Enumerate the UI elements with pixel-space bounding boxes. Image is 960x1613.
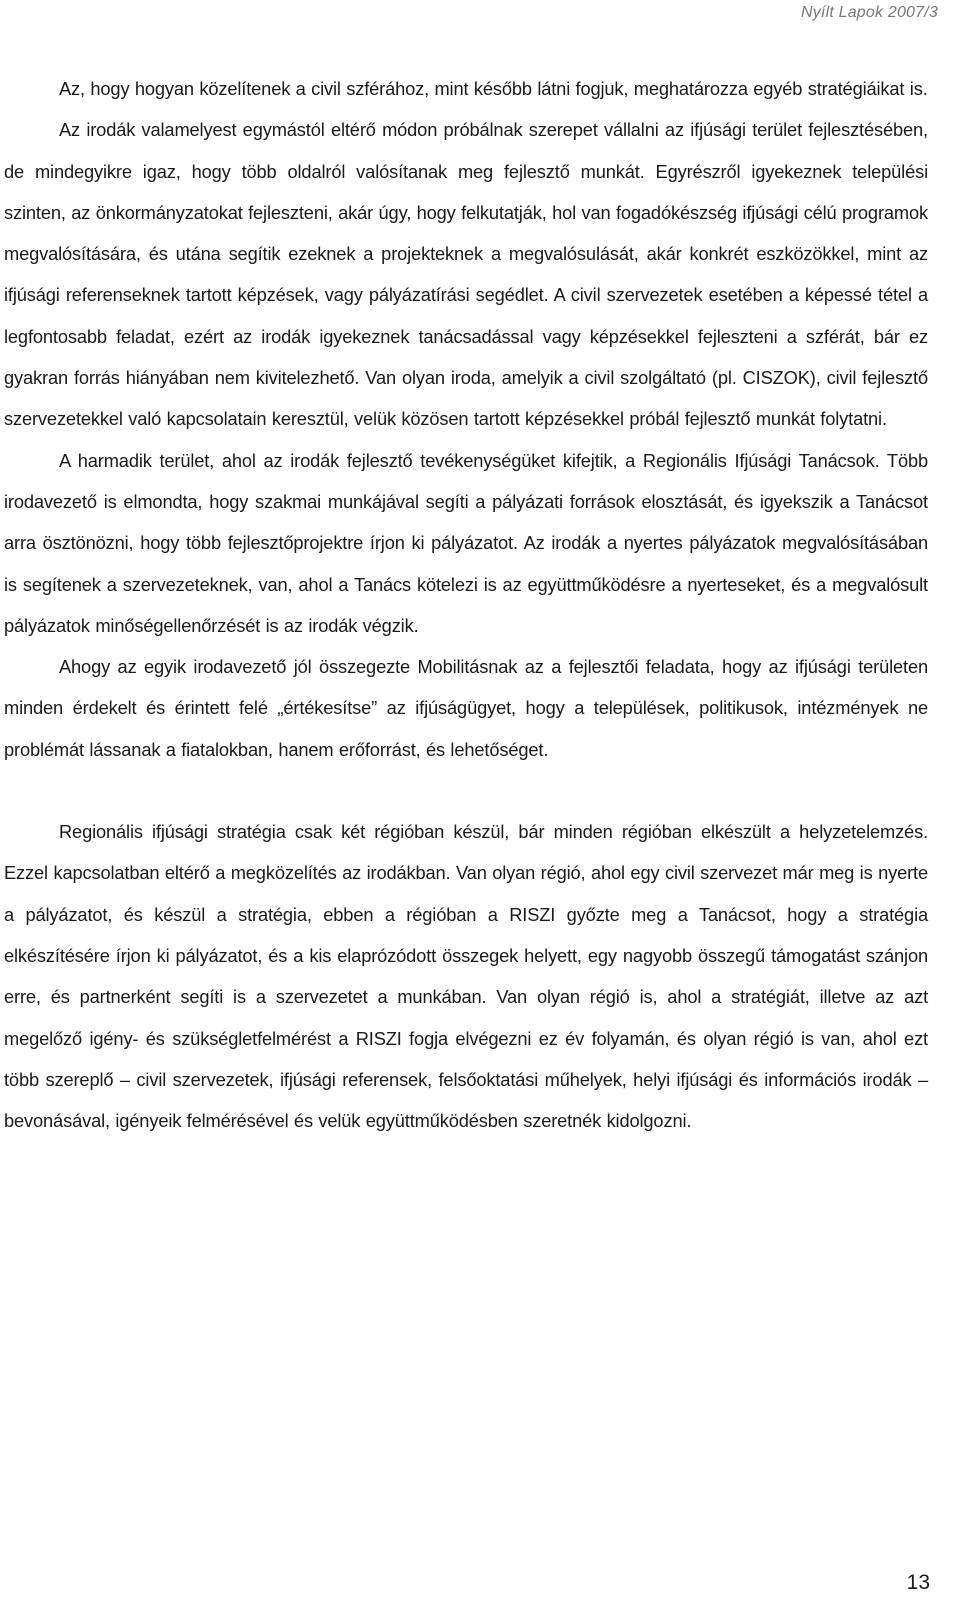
running-header: Nyílt Lapok 2007/3 xyxy=(800,4,938,21)
paragraph-2: Az irodák valamelyest egymástól eltérő módon próbálnak szerepet vállalni az ifjúsági terület fejlesztésében, de mindegyikre igaz, hogy több oldalról valósítanak meg fejlesztő munkát. Egyrészről igyekeznek települési szinten, az önkormányzatokat fejleszteni, akár úgy, hogy felkutatják, hol van fogadókészség ifjúsági célú programok megvalósítására, és utána segítik ezeknek a projekteknek a megvalósulását, akár konkrét eszközökkel, mint az ifjúsági referenseknek tartott képzések, vagy pályázatírási segédlet. A civil szervezetek esetében a képessé tétel a legfontosabb feladat, ezért az irodák igyekeznek tanácsadással vagy képzésekkel fejleszteni a szférát, bár ez gyakran forrás hiányában nem kivitelezhető. Van olyan iroda, amelyik a civil szolgáltató (pl. CISZOK), civil fejlesztő szervezetekkel való kapcsolatain keresztül, velük közösen tartott képzésekkel próbál fejlesztő munkát folytatni. xyxy=(4,119,928,430)
article-body xyxy=(4,68,928,1141)
paragraph-1: Az, hogy hogyan közelítenek a civil szférához, mint később látni fogjuk, meghatározza egyéb stratégiáikat is. xyxy=(59,78,928,99)
paragraph-5: Regionális ifjúsági stratégia csak két régióban készül, bár minden régióban elkészült a helyzetelemzés. Ezzel kapcsolatban eltérő a megközelítés az irodákban. Van olyan régió, ahol egy civil szervezet már meg is nyerte a pályázatot, és készül a stratégia, ebben a régióban a RISZI győzte meg a Tanácsot, hogy a stratégia elkészítésére írjon ki pályázatot, és a kis elaprózódott összegek helyett, egy nagyobb összegű támogatást szánjon erre, és partnerként segíti is a szervezetet a munkában. Van olyan régió is, ahol a stratégiát, illetve az azt megelőző igény- és szükségletfelmérést a RISZI fogja elvégezni ez év folyamán, és olyan régió is van, ahol ezt több szereplő – civil szervezetek, ifjúsági referensek, felsőoktatási műhelyek, helyi ifjúsági és információs irodák – bevonásával, igényeik felmérésével és velük együttműködésben szeretnék kidolgozni. xyxy=(4,821,928,1132)
paragraph-4: Ahogy az egyik irodavezető jól összegezte Mobilitásnak az a fejlesztői feladata, hogy az ifjúsági területen minden érdekelt és érintett felé „értékesítse” az ifjúságügyet, hogy a települések, politikusok, intézmények ne problémát lássanak a fiatalokban, hanem erőforrást, és lehetőséget. xyxy=(4,656,928,760)
page-number: 13 xyxy=(906,1571,930,1594)
paragraph-3: A harmadik terület, ahol az irodák fejlesztő tevékenységüket kifejtik, a Regionális Ifjúsági Tanácsok. Több irodavezető is elmondta, hogy szakmai munkájával segíti a pályázati források elosztását, és igyekszik a Tanácsot arra ösztönözni, hogy több fejlesztőprojektre írjon ki pályázatot. Az irodák a nyertes pályázatok megvalósításában is segítenek a szervezeteknek, van, ahol a Tanács kötelezi is az együttműködésre a nyerteseket, és a megvalósult pályázatok minőségellenőrzését is az irodák végzik. xyxy=(4,449,928,636)
